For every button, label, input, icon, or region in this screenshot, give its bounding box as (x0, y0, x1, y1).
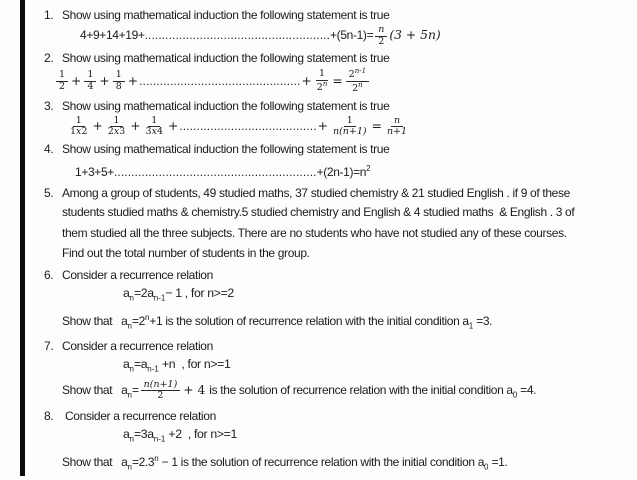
text-segment: +n , for n>=1 (158, 357, 231, 372)
math-fraction (106, 116, 127, 138)
text-segment: = (131, 383, 139, 398)
text-segment: Show that a (62, 314, 128, 329)
question-5 (44, 184, 634, 264)
text-segment: + (317, 119, 328, 134)
text-segment: x (76, 126, 82, 138)
text-segment: +1 is the solution of recurrence relation with the initial condition a (149, 314, 469, 329)
question-2 (44, 49, 634, 95)
text-segment: n (129, 293, 134, 303)
math-fraction (144, 116, 165, 138)
question-3 (44, 97, 634, 138)
text-segment: n+1 (386, 126, 408, 138)
text-segment: is the solution of recurrence relation with the initial condition a (206, 383, 513, 398)
text-segment: them studied all the three subjects. There are no students who have not studied any of these courses. (62, 225, 567, 240)
text-segment: =3. (473, 314, 493, 329)
text-segment: +(5n-1)= (330, 28, 374, 43)
text-segment: + (92, 119, 103, 134)
text-line (44, 243, 634, 264)
question-heading-line (44, 97, 634, 115)
question-heading-line (44, 140, 634, 158)
line-content (62, 378, 537, 402)
text-segment: Consider a recurrence relation (62, 267, 213, 282)
question-8 (44, 407, 634, 477)
text-segment: n (322, 79, 328, 88)
text-segment: 2 (348, 69, 355, 81)
math-fraction (346, 68, 369, 95)
text-segment: 4 (87, 81, 94, 93)
fraction-denominator (144, 127, 165, 138)
text-segment: + (127, 73, 139, 88)
fraction-numerator (346, 68, 369, 82)
line-content (80, 24, 441, 47)
dotted-filler: ............................................... (139, 73, 301, 88)
formula-line (44, 68, 634, 95)
text-segment: 1 (346, 114, 353, 126)
text-line (44, 223, 634, 244)
show-statement-line (44, 380, 634, 405)
text-segment: 2 (352, 83, 359, 95)
fraction-denominator (155, 391, 165, 402)
line-content (62, 97, 389, 115)
line-content (66, 114, 411, 138)
text-segment: (3 + 5n) (389, 28, 441, 43)
line-content (62, 407, 216, 425)
text-segment: 1 (59, 69, 66, 81)
formula-line (44, 116, 634, 138)
text-segment: Show that a (62, 383, 128, 398)
line-content (62, 226, 567, 240)
recurrence-line (44, 425, 634, 448)
line-content (123, 357, 231, 374)
text-segment: =2 (131, 314, 145, 329)
question-number: 7. (44, 339, 54, 354)
line-content (123, 285, 234, 303)
text-segment: + (99, 73, 110, 88)
recurrence-line (44, 284, 634, 307)
text-segment: 1 (151, 114, 158, 126)
math-fraction (84, 70, 96, 92)
text-segment: = (371, 119, 382, 134)
text-segment: n (378, 24, 385, 35)
text-segment: 1 (113, 114, 120, 126)
fraction-denominator (376, 37, 386, 48)
math-fraction (68, 116, 89, 138)
question-heading-line (44, 337, 634, 355)
question-number: 5. (44, 186, 54, 201)
text-segment: n(n+1) (332, 126, 367, 138)
text-segment: Show that a (62, 455, 128, 469)
text-segment: + 4 (183, 383, 206, 398)
math-fraction (141, 380, 181, 402)
text-segment: 8 (115, 81, 122, 93)
text-segment: Show using mathematical induction the following statement is true (62, 98, 390, 113)
text-segment: Consider a recurrence relation (62, 339, 213, 354)
text-segment: Show using mathematical induction the following statement is true (62, 51, 390, 66)
text-segment: + (301, 73, 312, 88)
text-segment: 1 (468, 321, 474, 331)
text-segment: Show using mathematical induction the following statement is true (62, 142, 390, 157)
math-fraction (315, 69, 330, 93)
question-number: 2. (44, 51, 54, 66)
text-segment: = (332, 73, 343, 88)
text-segment: students studied maths & chemistry.5 studied chemistry and English & 4 studied maths & English . 3 of (62, 205, 575, 220)
math-fraction (331, 116, 369, 138)
line-content (62, 6, 389, 24)
text-segment: − 1 is the solution of recurrence relation with the initial condition a (158, 455, 485, 469)
question-number: 8. (44, 408, 54, 423)
text-segment: n-1 (153, 434, 166, 443)
question-4 (44, 140, 634, 182)
formula-line (44, 159, 634, 182)
question-6 (44, 266, 634, 336)
text-segment: n(n+1) (143, 378, 178, 390)
dotted-filler: ...................................................... (144, 28, 331, 43)
math-fraction (56, 70, 68, 92)
line-content (62, 205, 574, 219)
text-segment: 2 (59, 81, 66, 93)
text-segment: 1 (87, 69, 94, 81)
text-segment: +2 , for n>=1 (165, 426, 237, 441)
text-segment: n (127, 390, 132, 400)
line-content (62, 184, 570, 202)
fraction-denominator (385, 127, 409, 138)
formula-line (44, 25, 634, 47)
question-number: 1. (44, 8, 54, 22)
text-segment: 3 (119, 126, 126, 138)
text-segment: + (167, 119, 179, 134)
question-7 (44, 337, 634, 404)
text-segment: 2 (366, 164, 371, 174)
question-heading-line (44, 49, 634, 67)
text-segment: 1 (319, 68, 326, 80)
text-segment: =2a (133, 285, 154, 300)
text-segment: n (127, 462, 132, 472)
text-segment: 4+9+14+19+ (80, 28, 145, 43)
text-segment: n (358, 81, 363, 90)
line-content (62, 266, 213, 284)
fraction-denominator (57, 82, 67, 93)
question-1 (44, 6, 634, 47)
text-segment: 2 (107, 126, 114, 138)
dotted-filler: ........................................ (179, 119, 317, 134)
text-segment: x (113, 126, 120, 138)
math-fraction (113, 70, 125, 92)
fraction-denominator (85, 82, 95, 93)
line-content (123, 427, 237, 441)
text-segment: + (130, 119, 141, 134)
text-segment: n-1 (354, 67, 367, 76)
text-segment: 1 (115, 69, 122, 81)
text-segment: Find out the total number of students in the group. (62, 246, 310, 261)
question-number: 3. (44, 98, 54, 113)
fraction-denominator (68, 127, 89, 138)
fraction-denominator (350, 82, 365, 95)
text-segment: n (127, 321, 132, 331)
text-segment: 1+3+5+ (75, 165, 114, 180)
fraction-denominator (331, 127, 369, 138)
text-segment: n (129, 434, 134, 443)
text-segment: 0 (512, 390, 518, 400)
question-number: 4. (44, 142, 54, 157)
text-segment: n (129, 364, 134, 374)
line-content (62, 246, 310, 260)
text-segment: 2 (378, 35, 385, 47)
text-segment: a (123, 285, 130, 300)
text-segment: Among a group of students, 49 studied maths, 37 studied chemistry & 21 studied English . if 9 of these (62, 186, 570, 201)
question-heading-line (44, 407, 634, 425)
line-content (62, 337, 213, 355)
fraction-denominator (114, 82, 124, 93)
text-segment: n-1 (147, 364, 159, 374)
text-segment: 2 (157, 390, 164, 402)
text-segment: a (123, 357, 130, 372)
math-fraction (385, 116, 409, 138)
line-content (75, 165, 371, 179)
line-content (62, 49, 389, 67)
text-segment: =4. (517, 383, 537, 398)
question-number: 6. (44, 267, 54, 282)
text-segment: 0 (484, 462, 489, 472)
text-segment: 4 (156, 126, 163, 138)
dotted-filler: ........................................................... (113, 165, 317, 180)
text-segment: + (71, 73, 82, 88)
text-segment: 3 (145, 126, 152, 138)
text-segment: a (123, 426, 130, 441)
line-content (62, 313, 493, 331)
text-segment: n (393, 114, 401, 126)
text-line (44, 202, 634, 223)
question-heading-line (44, 184, 634, 202)
recurrence-line (44, 355, 634, 378)
text-segment: =a (133, 357, 148, 372)
text-segment: 2 (81, 126, 88, 138)
page-left-edge-bar (20, 0, 25, 476)
text-segment: n (144, 313, 150, 323)
line-content (62, 140, 389, 158)
line-content (62, 454, 508, 472)
question-heading-line (44, 266, 634, 284)
text-segment: n (154, 454, 159, 463)
line-content (54, 67, 371, 95)
text-segment: +(2n-1)=n (316, 165, 367, 180)
question-heading-line (44, 6, 634, 24)
text-segment: =2.3 (131, 455, 155, 469)
show-statement-line (44, 449, 634, 476)
text-segment: Consider a recurrence relation (62, 408, 216, 423)
text-segment: =3a (133, 426, 154, 441)
text-segment: n-1 (153, 293, 166, 303)
question-list (44, 4, 634, 476)
fraction-denominator (106, 127, 127, 138)
text-segment: x (151, 126, 157, 138)
text-segment: 1 (70, 126, 77, 138)
text-segment: =1. (488, 455, 508, 469)
fraction-denominator (315, 81, 330, 94)
math-fraction (375, 25, 387, 47)
show-statement-line (44, 308, 634, 335)
text-segment: 1 (75, 114, 82, 126)
text-segment: Show using mathematical induction the following statement is true (62, 8, 390, 22)
text-segment: − 1 , for n>=2 (165, 285, 234, 300)
text-segment: 2 (316, 82, 323, 94)
